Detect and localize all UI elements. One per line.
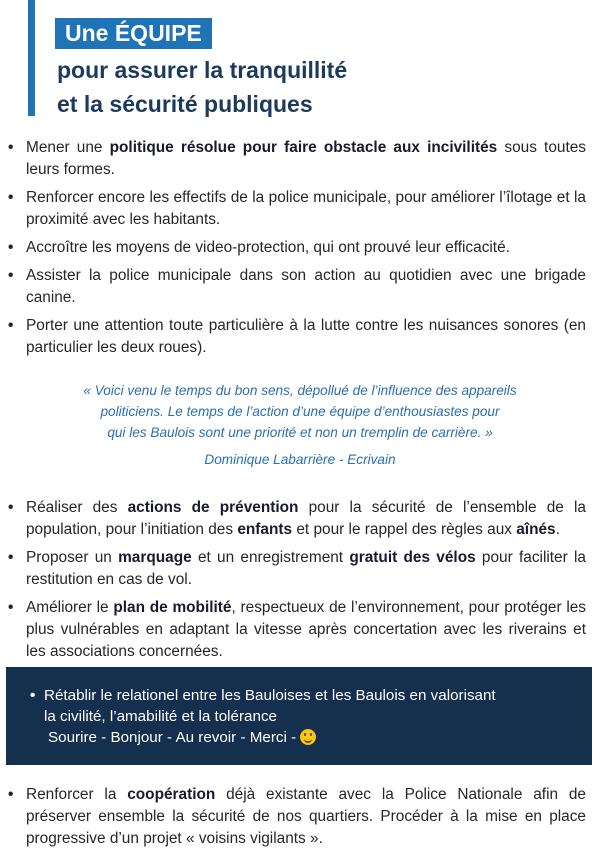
smiley-icon (300, 729, 316, 745)
header-subtitle-line-2: et la sécurité publiques (57, 91, 313, 117)
emphasis-text: plan de mobilité (113, 599, 232, 616)
item-text: Mener une (26, 139, 110, 156)
emphasis-text: politique résolue pour faire obstacle aux incivilités (109, 139, 498, 156)
item-text: et pour le rappel des règles aux (292, 521, 517, 538)
item-text: Assister la police municipale dans son action au quotidien avec une brigade canine. (26, 267, 586, 306)
list-item (6, 497, 586, 541)
measures-list-1 (0, 137, 600, 359)
item-text: . (555, 521, 560, 538)
measures-list-3 (0, 784, 600, 850)
civility-item (30, 685, 564, 748)
header-accent-bar (28, 0, 35, 116)
civility-line-3: Sourire - Bonjour - Au revoir - Merci - (48, 729, 297, 746)
civility-line-3-row (44, 727, 564, 748)
bullet: • (8, 317, 14, 334)
item-text: Améliorer le (26, 599, 114, 616)
item-text: Renforcer encore les effectifs de la police municipale, pour améliorer l’îlotage et la proximité avec les habitants. (26, 189, 586, 228)
item-text: Renforcer la (26, 786, 128, 803)
item-text: Accroître les moyens de video-protection, qui ont prouvé leur efficacité. (26, 239, 510, 256)
bullet: • (30, 687, 36, 704)
list-item (6, 547, 586, 591)
list-item (6, 315, 586, 359)
quote-author: Dominique Labarrière - Ecrivain (204, 452, 396, 467)
item-text: Porter une attention toute particulière à la lutte contre les nuisances sonores (en particulier les deux roues). (26, 317, 586, 356)
emphasis-text: aînés (516, 521, 556, 538)
bullet: • (8, 499, 14, 516)
civility-line-1: Rétablir le relationel entre les Bauloises et les Baulois en valorisant (44, 687, 496, 704)
civility-line-2: la civilité, l’amabilité et la tolérance (44, 708, 277, 725)
bullet: • (8, 267, 14, 284)
item-text: et un enregistrement (191, 549, 350, 566)
bullet: • (8, 599, 14, 616)
header-subtitle-line-1: pour assurer la tranquillité (57, 57, 348, 83)
emphasis-text: actions de prévention (127, 499, 299, 516)
item-text: Réaliser des (26, 499, 128, 516)
list-item (6, 137, 586, 181)
emphasis-text: coopération (127, 786, 216, 803)
emphasis-text: gratuit des vélos (349, 549, 476, 566)
quote-line-3: qui les Baulois sont une priorité et non un tremplin de carrière. » (107, 425, 493, 440)
list-item (6, 237, 586, 259)
civility-panel (6, 667, 592, 765)
item-text: pour faciliter la restitution en cas de vol. (26, 549, 586, 588)
header-tag: Une ÉQUIPE (55, 18, 212, 49)
item-text: déjà existante avec la Police Nationale afin de préserver ensemble la sécurité de nos quartiers. Procéder à la mise en place progressive d’un projet « voisins vigilants ». (26, 786, 586, 847)
list-item (6, 597, 586, 663)
bullet: • (8, 139, 14, 156)
bullet: • (8, 549, 14, 566)
bullet: • (8, 786, 14, 803)
quote-block (0, 380, 600, 470)
list-item (6, 265, 586, 309)
list-item (6, 784, 586, 850)
list-item (6, 187, 586, 231)
bullet: • (8, 189, 14, 206)
item-text: pour la sécurité de l’ensemble de la population, pour l’initiation des (26, 499, 586, 538)
item-text: Proposer un (26, 549, 119, 566)
page-header (28, 0, 588, 118)
measures-list-2 (0, 497, 600, 663)
emphasis-text: marquage (118, 549, 192, 566)
quote-line-2: politiciens. Le temps de l’action d’une équipe d’enthousiastes pour (100, 404, 500, 419)
bullet: • (8, 239, 14, 256)
quote-line-1: « Voici venu le temps du bon sens, dépollué de l’influence des appareils (83, 383, 517, 398)
item-text: , respectueux de l’environnement, pour protéger les plus vulnérables en adaptant la vitesse après concertation avec les riverains et les associations concernées. (26, 599, 587, 660)
item-text: sous toutes leurs formes. (26, 139, 586, 178)
emphasis-text: enfants (237, 521, 293, 538)
